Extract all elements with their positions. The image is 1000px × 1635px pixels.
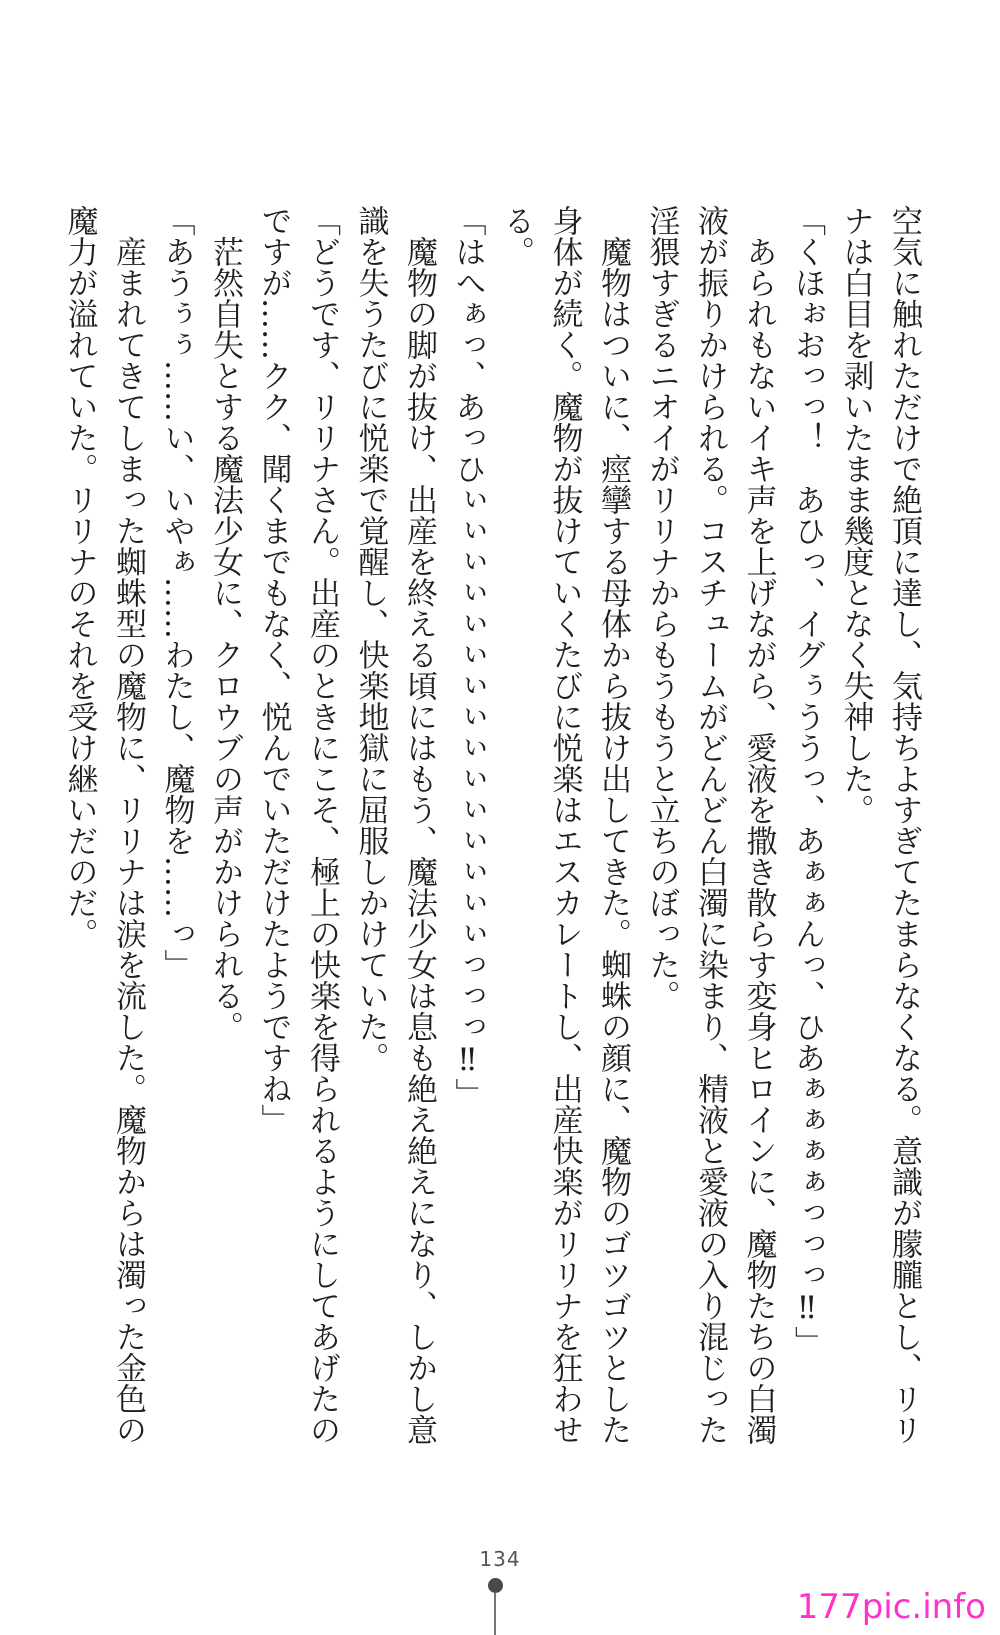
text-line: あられもないイキ声を上げながら、愛液を撒き散らす変身ヒロインに、魔物たちの白濁: [740, 205, 777, 1445]
text-line: ナは白目を剥いたまま幾度となく失神した。: [837, 205, 874, 825]
watermark: 177pic.info: [796, 1587, 986, 1627]
page-marker-dot: [488, 1578, 503, 1593]
text-line: 身体が続く。魔物が抜けていくたびに悦楽はエスカレートし、出産快楽がリリナを狂わせ: [546, 205, 583, 1445]
text-line: 「あうぅぅ……い、いやぁ……わたし、魔物を……っ」: [158, 205, 195, 980]
text-line: ですが……クク、聞くまでもなく、悦んでいただけたようですね」: [255, 205, 292, 1135]
text-line: 魔力が溢れていた。リリナのそれを受け継いだのだ。: [61, 205, 98, 949]
page-number: 134: [479, 1547, 521, 1571]
text-line: 「くほぉおっっ！ あひっ、イグぅううっ、あぁぁんっ、ひあぁぁぁぁっっっ‼」: [789, 205, 825, 1357]
text-line: 空気に触れただけで絶頂に達し、気持ちよすぎてたまらなくなる。意識が朦朧とし、リリ: [886, 205, 922, 1445]
text-line: 識を失うたびに悦楽で覚醒し、快楽地獄に屈服しかけていた。: [352, 205, 389, 1073]
text-line: る。: [498, 205, 534, 267]
text-line: 「どうです、リリナさん。出産のときにこそ、極上の快楽を得られるようにしてあげたの: [304, 205, 340, 1445]
text-line: 「はへぁっ、あっひぃぃぃぃぃぃぃぃぃぃぃぃぃぃぃっっっ‼」: [449, 205, 486, 1109]
text-line: 魔物の脚が抜け、出産を終える頃にはもう、魔法少女は息も絶え絶えになり、しかし意: [401, 205, 437, 1445]
text-line: 魔物はついに、痙攣する母体から抜け出してきた。蜘蛛の顔に、魔物のゴツゴツとした: [595, 205, 631, 1445]
text-line: 液が振りかけられる。コスチュームがどんどん白濁に染まり、精液と愛液の入り混じった: [692, 205, 728, 1445]
text-line: 産まれてきてしまった蜘蛛型の魔物に、リリナは涙を流した。魔物からは濁った金色の: [110, 205, 146, 1445]
vertical-text-body: [61, 205, 928, 1445]
text-line: 茫然自失とする魔法少女に、クロウブの声がかけられる。: [207, 205, 243, 1042]
text-line: 淫猥すぎるニオイがリリナからもうもうと立ちのぼった。: [643, 205, 680, 1011]
page-marker-line: [494, 1593, 496, 1635]
